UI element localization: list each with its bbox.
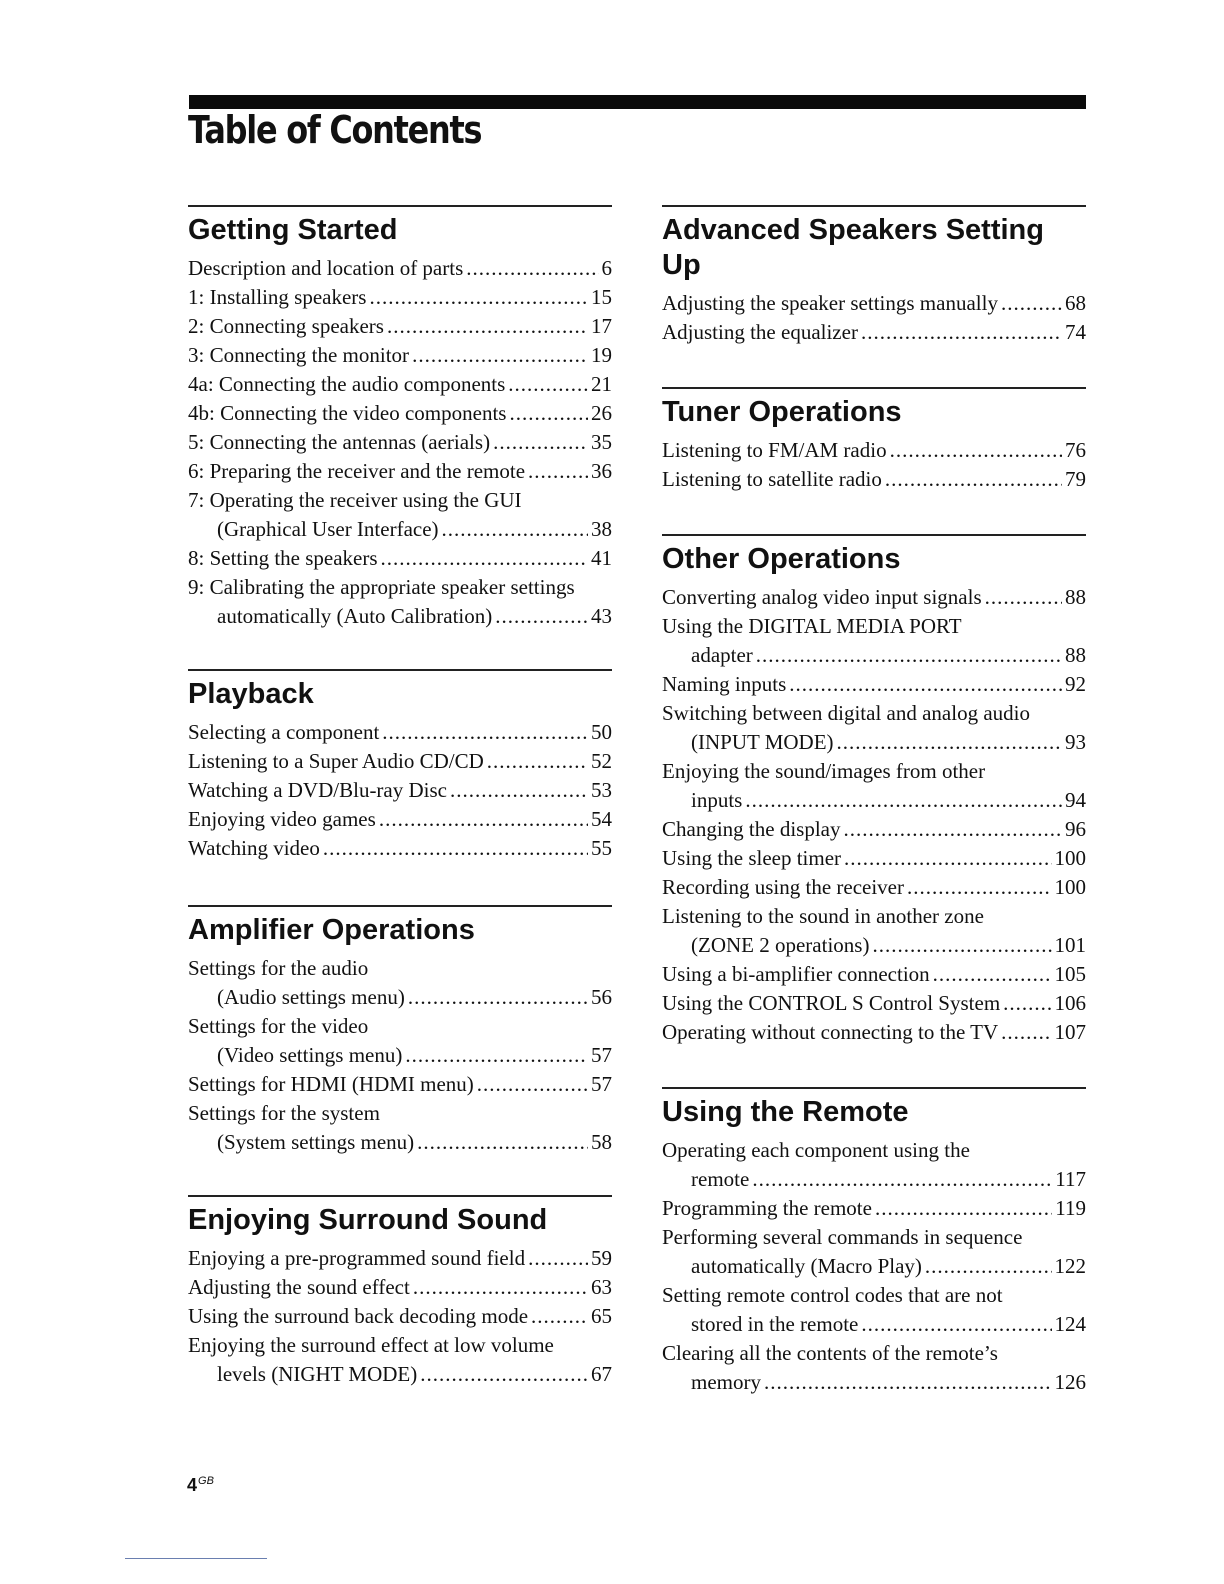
toc-entry-first-line[interactable]: Listening to the sound in another zone xyxy=(662,904,984,928)
toc-entry-page: 124 xyxy=(1054,1312,1086,1336)
toc-entry[interactable] xyxy=(188,399,612,428)
leader-dots xyxy=(487,747,588,776)
toc-entry-title: stored in the remote xyxy=(691,1312,859,1336)
leader-dots xyxy=(509,399,588,428)
toc-entry-page: 15 xyxy=(591,285,612,309)
toc-entry-title: Selecting a component xyxy=(188,720,380,744)
leader-dots xyxy=(872,931,1051,960)
right-column xyxy=(662,205,1086,1397)
toc-entry[interactable] xyxy=(662,844,1086,873)
toc-entry-first-line[interactable]: 9: Calibrating the appropriate speaker settings xyxy=(188,575,575,599)
leader-dots xyxy=(1001,289,1062,318)
leader-dots xyxy=(413,1273,588,1302)
leader-dots xyxy=(369,283,588,312)
toc-entry[interactable] xyxy=(662,1368,1086,1397)
toc-entry[interactable] xyxy=(662,1165,1086,1194)
toc-entry-page: 57 xyxy=(591,1072,612,1096)
toc-entry[interactable] xyxy=(188,718,612,747)
toc-entry-title: remote xyxy=(691,1167,750,1191)
leader-dots xyxy=(985,583,1062,612)
leader-dots xyxy=(890,436,1062,465)
toc-entry-title: Adjusting the equalizer xyxy=(662,320,858,344)
toc-entry-page: 74 xyxy=(1065,320,1086,344)
section-heading: Using the Remote xyxy=(662,1096,909,1128)
toc-entry-title: Adjusting the sound effect xyxy=(188,1275,410,1299)
leader-dots xyxy=(382,718,588,747)
toc-entry-page: 101 xyxy=(1054,933,1086,957)
toc-entry[interactable] xyxy=(188,515,612,544)
toc-entry[interactable] xyxy=(662,583,1086,612)
toc-entry[interactable] xyxy=(188,312,612,341)
toc-entry-page: 93 xyxy=(1065,730,1086,754)
toc-entry-title: (System settings menu) xyxy=(217,1130,415,1154)
left-column xyxy=(188,205,612,1389)
toc-entry[interactable] xyxy=(662,989,1086,1018)
toc-entry-title: 1: Installing speakers xyxy=(188,285,367,309)
toc-entry-page: 55 xyxy=(591,836,612,860)
leader-dots xyxy=(528,457,588,486)
page-title: Table of Contents xyxy=(188,108,482,152)
toc-entry-title: Programming the remote xyxy=(662,1196,872,1220)
toc-entry-title: 4b: Connecting the video components xyxy=(188,401,507,425)
toc-entry[interactable] xyxy=(662,465,1086,494)
leader-dots xyxy=(379,805,588,834)
toc-entry-page: 59 xyxy=(591,1246,612,1270)
toc-entry-page: 67 xyxy=(591,1362,612,1386)
leader-dots xyxy=(466,254,598,283)
toc-entry[interactable] xyxy=(662,931,1086,960)
top-rule-bar xyxy=(189,95,1086,109)
toc-entry[interactable] xyxy=(188,1041,612,1070)
toc-entry-title: Adjusting the speaker settings manually xyxy=(662,291,998,315)
toc-entry[interactable] xyxy=(188,1070,612,1099)
leader-dots xyxy=(925,1252,1052,1281)
toc-entry-title: inputs xyxy=(691,788,743,812)
toc-entry[interactable] xyxy=(188,834,612,863)
toc-entry-title: (ZONE 2 operations) xyxy=(691,933,870,957)
section-heading: Advanced Speakers Setting Up xyxy=(662,214,1044,281)
toc-entry-title: 2: Connecting speakers xyxy=(188,314,384,338)
toc-entry-first-line[interactable]: Performing several commands in sequence xyxy=(662,1225,1023,1249)
toc-entry-page: 122 xyxy=(1054,1254,1086,1278)
toc-entry[interactable] xyxy=(188,370,612,399)
toc-entry-page: 43 xyxy=(591,604,612,628)
toc-entry[interactable] xyxy=(188,805,612,834)
toc-entry-title: Converting analog video input signals xyxy=(662,585,982,609)
toc-entry-page: 106 xyxy=(1054,991,1086,1015)
toc-entry[interactable] xyxy=(662,436,1086,465)
leader-dots xyxy=(752,1165,1052,1194)
toc-entry-page: 88 xyxy=(1065,585,1086,609)
toc-entry-title: Recording using the receiver xyxy=(662,875,904,899)
leader-dots xyxy=(408,983,588,1012)
toc-entry-first-line[interactable]: Clearing all the contents of the remote’s xyxy=(662,1341,998,1365)
toc-entry[interactable] xyxy=(662,289,1086,318)
toc-entry[interactable] xyxy=(662,728,1086,757)
toc-entry-first-line[interactable]: Setting remote control codes that are not xyxy=(662,1283,1003,1307)
toc-entry-page: 117 xyxy=(1055,1167,1086,1191)
leader-dots xyxy=(405,1041,588,1070)
toc-entry-title: (INPUT MODE) xyxy=(691,730,834,754)
toc-entry-title: levels (NIGHT MODE) xyxy=(217,1362,418,1386)
toc-entry[interactable] xyxy=(188,1302,612,1331)
section-heading: Getting Started xyxy=(188,214,398,246)
leader-dots xyxy=(495,602,588,631)
leader-dots xyxy=(417,1128,588,1157)
leader-dots xyxy=(875,1194,1052,1223)
toc-entry-title: Changing the display xyxy=(662,817,841,841)
toc-entry[interactable] xyxy=(188,1360,612,1389)
toc-entry-page: 54 xyxy=(591,807,612,831)
leader-dots xyxy=(837,728,1062,757)
leader-dots xyxy=(844,844,1051,873)
toc-entry-page: 50 xyxy=(591,720,612,744)
toc-entry-title: 6: Preparing the receiver and the remote xyxy=(188,459,526,483)
leader-dots xyxy=(323,834,588,863)
leader-dots xyxy=(843,815,1062,844)
toc-entry-page: 17 xyxy=(591,314,612,338)
toc-entry-page: 100 xyxy=(1054,846,1086,870)
toc-entry-page: 41 xyxy=(591,546,612,570)
toc-entry[interactable] xyxy=(188,1128,612,1157)
toc-entry-page: 19 xyxy=(591,343,612,367)
toc-entry-page: 57 xyxy=(591,1043,612,1067)
toc-entry-title: Settings for HDMI (HDMI menu) xyxy=(188,1072,474,1096)
leader-dots xyxy=(381,544,588,573)
leader-dots xyxy=(528,1244,588,1273)
toc-entry-first-line[interactable]: Settings for the video xyxy=(188,1014,369,1038)
section-heading: Enjoying Surround Sound xyxy=(188,1204,548,1236)
leader-dots xyxy=(450,776,588,805)
toc-entry-page: 100 xyxy=(1054,875,1086,899)
leader-dots xyxy=(764,1368,1052,1397)
leader-dots xyxy=(907,873,1052,902)
section-playback xyxy=(188,669,612,863)
page-number-value: 4 xyxy=(187,1475,198,1495)
toc-entry-title: Description and location of parts xyxy=(188,256,464,280)
toc-entry-page: 63 xyxy=(591,1275,612,1299)
page-number xyxy=(187,1475,214,1496)
leader-dots xyxy=(477,1070,588,1099)
toc-entry-title: 3: Connecting the monitor xyxy=(188,343,410,367)
toc-entry-first-line[interactable]: Switching between digital and analog audio xyxy=(662,701,1030,725)
toc-entry-title: (Graphical User Interface) xyxy=(217,517,439,541)
toc-entry-title: 8: Setting the speakers xyxy=(188,546,378,570)
toc-entry-first-line[interactable]: 7: Operating the receiver using the GUI xyxy=(188,488,522,512)
section-using-the-remote xyxy=(662,1087,1086,1397)
toc-entry-title: adapter xyxy=(691,643,753,667)
toc-entry-page: 96 xyxy=(1065,817,1086,841)
toc-entry-page: 58 xyxy=(591,1130,612,1154)
leader-dots xyxy=(387,312,588,341)
toc-entry[interactable] xyxy=(662,786,1086,815)
toc-entry[interactable] xyxy=(662,1194,1086,1223)
toc-entry-page: 6 xyxy=(601,256,612,280)
toc-entry[interactable] xyxy=(188,747,612,776)
toc-entry[interactable] xyxy=(188,1244,612,1273)
toc-entry-title: 5: Connecting the antennas (aerials) xyxy=(188,430,491,454)
toc-entry[interactable] xyxy=(188,341,612,370)
toc-entry[interactable] xyxy=(662,1310,1086,1339)
toc-entry-page: 35 xyxy=(591,430,612,454)
leader-dots xyxy=(1003,989,1051,1018)
toc-entry-page: 56 xyxy=(591,985,612,1009)
toc-entry-page: 94 xyxy=(1065,788,1086,812)
section-getting-started xyxy=(188,205,612,631)
section-enjoying-surround-sound xyxy=(188,1195,612,1389)
section-advanced-speakers-setting-up xyxy=(662,205,1086,347)
section-tuner-operations xyxy=(662,387,1086,494)
toc-entry-title: Listening to satellite radio xyxy=(662,467,882,491)
toc-entry-title: Using the CONTROL S Control System xyxy=(662,991,1001,1015)
toc-entry-title: Enjoying a pre-programmed sound field xyxy=(188,1246,526,1270)
leader-dots xyxy=(756,641,1062,670)
toc-entry-title: Watching a DVD/Blu-ray Disc xyxy=(188,778,447,802)
toc-entry-title: (Audio settings menu) xyxy=(217,985,405,1009)
leader-dots xyxy=(531,1302,588,1331)
leader-dots xyxy=(508,370,588,399)
toc-entry-title: 4a: Connecting the audio components xyxy=(188,372,506,396)
toc-entry-page: 107 xyxy=(1054,1020,1086,1044)
leader-dots xyxy=(933,960,1052,989)
toc-entry-page: 36 xyxy=(591,459,612,483)
leader-dots xyxy=(885,465,1062,494)
toc-entry[interactable] xyxy=(188,283,612,312)
leader-dots xyxy=(745,786,1062,815)
section-amplifier-operations xyxy=(188,905,612,1157)
section-heading: Tuner Operations xyxy=(662,396,902,428)
toc-entry[interactable] xyxy=(188,457,612,486)
leader-dots xyxy=(789,670,1062,699)
toc-entry-page: 79 xyxy=(1065,467,1086,491)
toc-entry-page: 126 xyxy=(1054,1370,1086,1394)
leader-dots xyxy=(442,515,588,544)
toc-entry-page: 92 xyxy=(1065,672,1086,696)
toc-entry-first-line[interactable]: Enjoying the surround effect at low volume xyxy=(188,1333,554,1357)
toc-entry[interactable] xyxy=(662,670,1086,699)
toc-entry-title: memory xyxy=(691,1370,761,1394)
toc-entry[interactable] xyxy=(188,428,612,457)
toc-entry-title: Using the surround back decoding mode xyxy=(188,1304,529,1328)
toc-entry-title: Using the sleep timer xyxy=(662,846,842,870)
toc-entry-page: 65 xyxy=(591,1304,612,1328)
page-number-suffix: GB xyxy=(198,1475,214,1487)
toc-entry-title: Using a bi-amplifier connection xyxy=(662,962,930,986)
footer-line xyxy=(125,1558,267,1559)
toc-entry-first-line[interactable]: Operating each component using the xyxy=(662,1138,970,1162)
toc-entry-title: Listening to FM/AM radio xyxy=(662,438,887,462)
toc-entry[interactable] xyxy=(662,960,1086,989)
toc-entry[interactable] xyxy=(188,776,612,805)
leader-dots xyxy=(861,318,1062,347)
toc-entry-page: 53 xyxy=(591,778,612,802)
toc-entry[interactable] xyxy=(188,1273,612,1302)
toc-entry[interactable] xyxy=(662,1018,1086,1047)
toc-entry-page: 88 xyxy=(1065,643,1086,667)
leader-dots xyxy=(861,1310,1051,1339)
toc-entry[interactable] xyxy=(188,544,612,573)
toc-entry-title: automatically (Auto Calibration) xyxy=(217,604,493,628)
toc-entry-page: 119 xyxy=(1055,1196,1086,1220)
toc-entry-page: 26 xyxy=(591,401,612,425)
toc-entry[interactable] xyxy=(662,873,1086,902)
toc-entry-page: 76 xyxy=(1065,438,1086,462)
toc-entry[interactable] xyxy=(662,1252,1086,1281)
toc-entry[interactable] xyxy=(188,254,612,283)
leader-dots xyxy=(412,341,588,370)
toc-entry-title: Operating without connecting to the TV xyxy=(662,1020,999,1044)
leader-dots xyxy=(420,1360,588,1389)
toc-entry-title: Naming inputs xyxy=(662,672,787,696)
toc-entry-title: Watching video xyxy=(188,836,320,860)
toc-entry[interactable] xyxy=(662,318,1086,347)
toc-entry[interactable] xyxy=(662,641,1086,670)
toc-entry-first-line[interactable]: Settings for the system xyxy=(188,1101,380,1125)
toc-entry[interactable] xyxy=(188,983,612,1012)
section-heading: Playback xyxy=(188,678,314,710)
section-heading: Other Operations xyxy=(662,543,901,575)
toc-entry-first-line[interactable]: Using the DIGITAL MEDIA PORT xyxy=(662,614,962,638)
toc-entry-page: 38 xyxy=(591,517,612,541)
toc-entry-page: 52 xyxy=(591,749,612,773)
leader-dots xyxy=(1001,1018,1051,1047)
section-other-operations xyxy=(662,534,1086,1047)
section-heading: Amplifier Operations xyxy=(188,914,475,946)
toc-entry-title: automatically (Macro Play) xyxy=(691,1254,922,1278)
toc-entry-first-line[interactable]: Enjoying the sound/images from other xyxy=(662,759,986,783)
toc-entry[interactable] xyxy=(188,602,612,631)
toc-entry-page: 21 xyxy=(591,372,612,396)
toc-entry-title: Listening to a Super Audio CD/CD xyxy=(188,749,484,773)
toc-entry-first-line[interactable]: Settings for the audio xyxy=(188,956,369,980)
toc-entry-title: Enjoying video games xyxy=(188,807,376,831)
leader-dots xyxy=(493,428,588,457)
toc-entry-page: 105 xyxy=(1054,962,1086,986)
toc-entry-page: 68 xyxy=(1065,291,1086,315)
toc-entry[interactable] xyxy=(662,815,1086,844)
toc-entry-title: (Video settings menu) xyxy=(217,1043,403,1067)
